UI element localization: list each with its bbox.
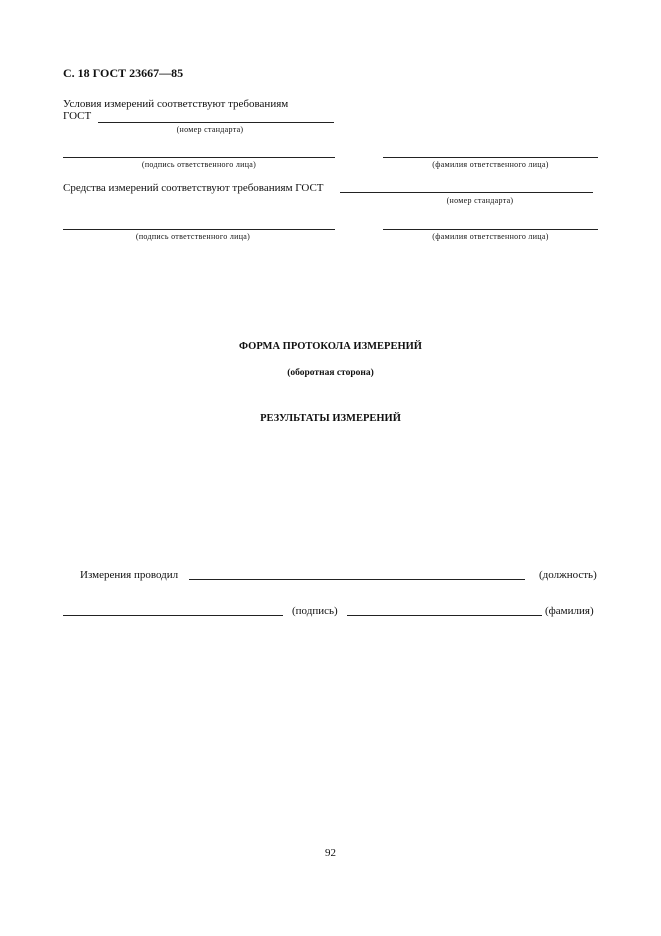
surname-line (347, 615, 542, 616)
form-subtitle: (оборотная сторона) (287, 368, 374, 378)
conditions-standard-line (98, 122, 334, 123)
instruments-surname-caption: (фамилия ответственного лица) (432, 232, 549, 241)
signature-line (63, 615, 283, 616)
instruments-standard-line (340, 192, 593, 193)
performed-by-label: Измерения проводил (80, 569, 179, 581)
instruments-standard-caption: (номер стандарта) (446, 196, 514, 205)
page-header: С. 18 ГОСТ 23667—85 (63, 66, 184, 80)
position-label: (должность) (539, 569, 597, 581)
conditions-surname-line (383, 157, 598, 158)
surname-label: (фамилия) (545, 605, 594, 617)
page-number: 92 (325, 847, 336, 859)
position-line (189, 579, 525, 580)
conditions-text: Условия измерений соответствуют требованиям (63, 98, 289, 110)
conditions-gost-label: ГОСТ (63, 110, 92, 122)
instruments-signature-caption: (подпись ответственного лица) (135, 232, 251, 241)
instruments-signature-line (63, 229, 335, 230)
conditions-signature-caption: (подпись ответственного лица) (141, 160, 257, 169)
conditions-standard-caption: (номер стандарта) (176, 125, 244, 134)
results-title: РЕЗУЛЬТАТЫ ИЗМЕРЕНИЙ (260, 413, 401, 424)
instruments-text: Средства измерений соответствуют требованиям ГОСТ (63, 182, 324, 194)
form-title: ФОРМА ПРОТОКОЛА ИЗМЕРЕНИЙ (239, 341, 422, 352)
conditions-signature-line (63, 157, 335, 158)
instruments-surname-line (383, 229, 598, 230)
signature-label: (подпись) (292, 605, 338, 617)
conditions-surname-caption: (фамилия ответственного лица) (432, 160, 549, 169)
